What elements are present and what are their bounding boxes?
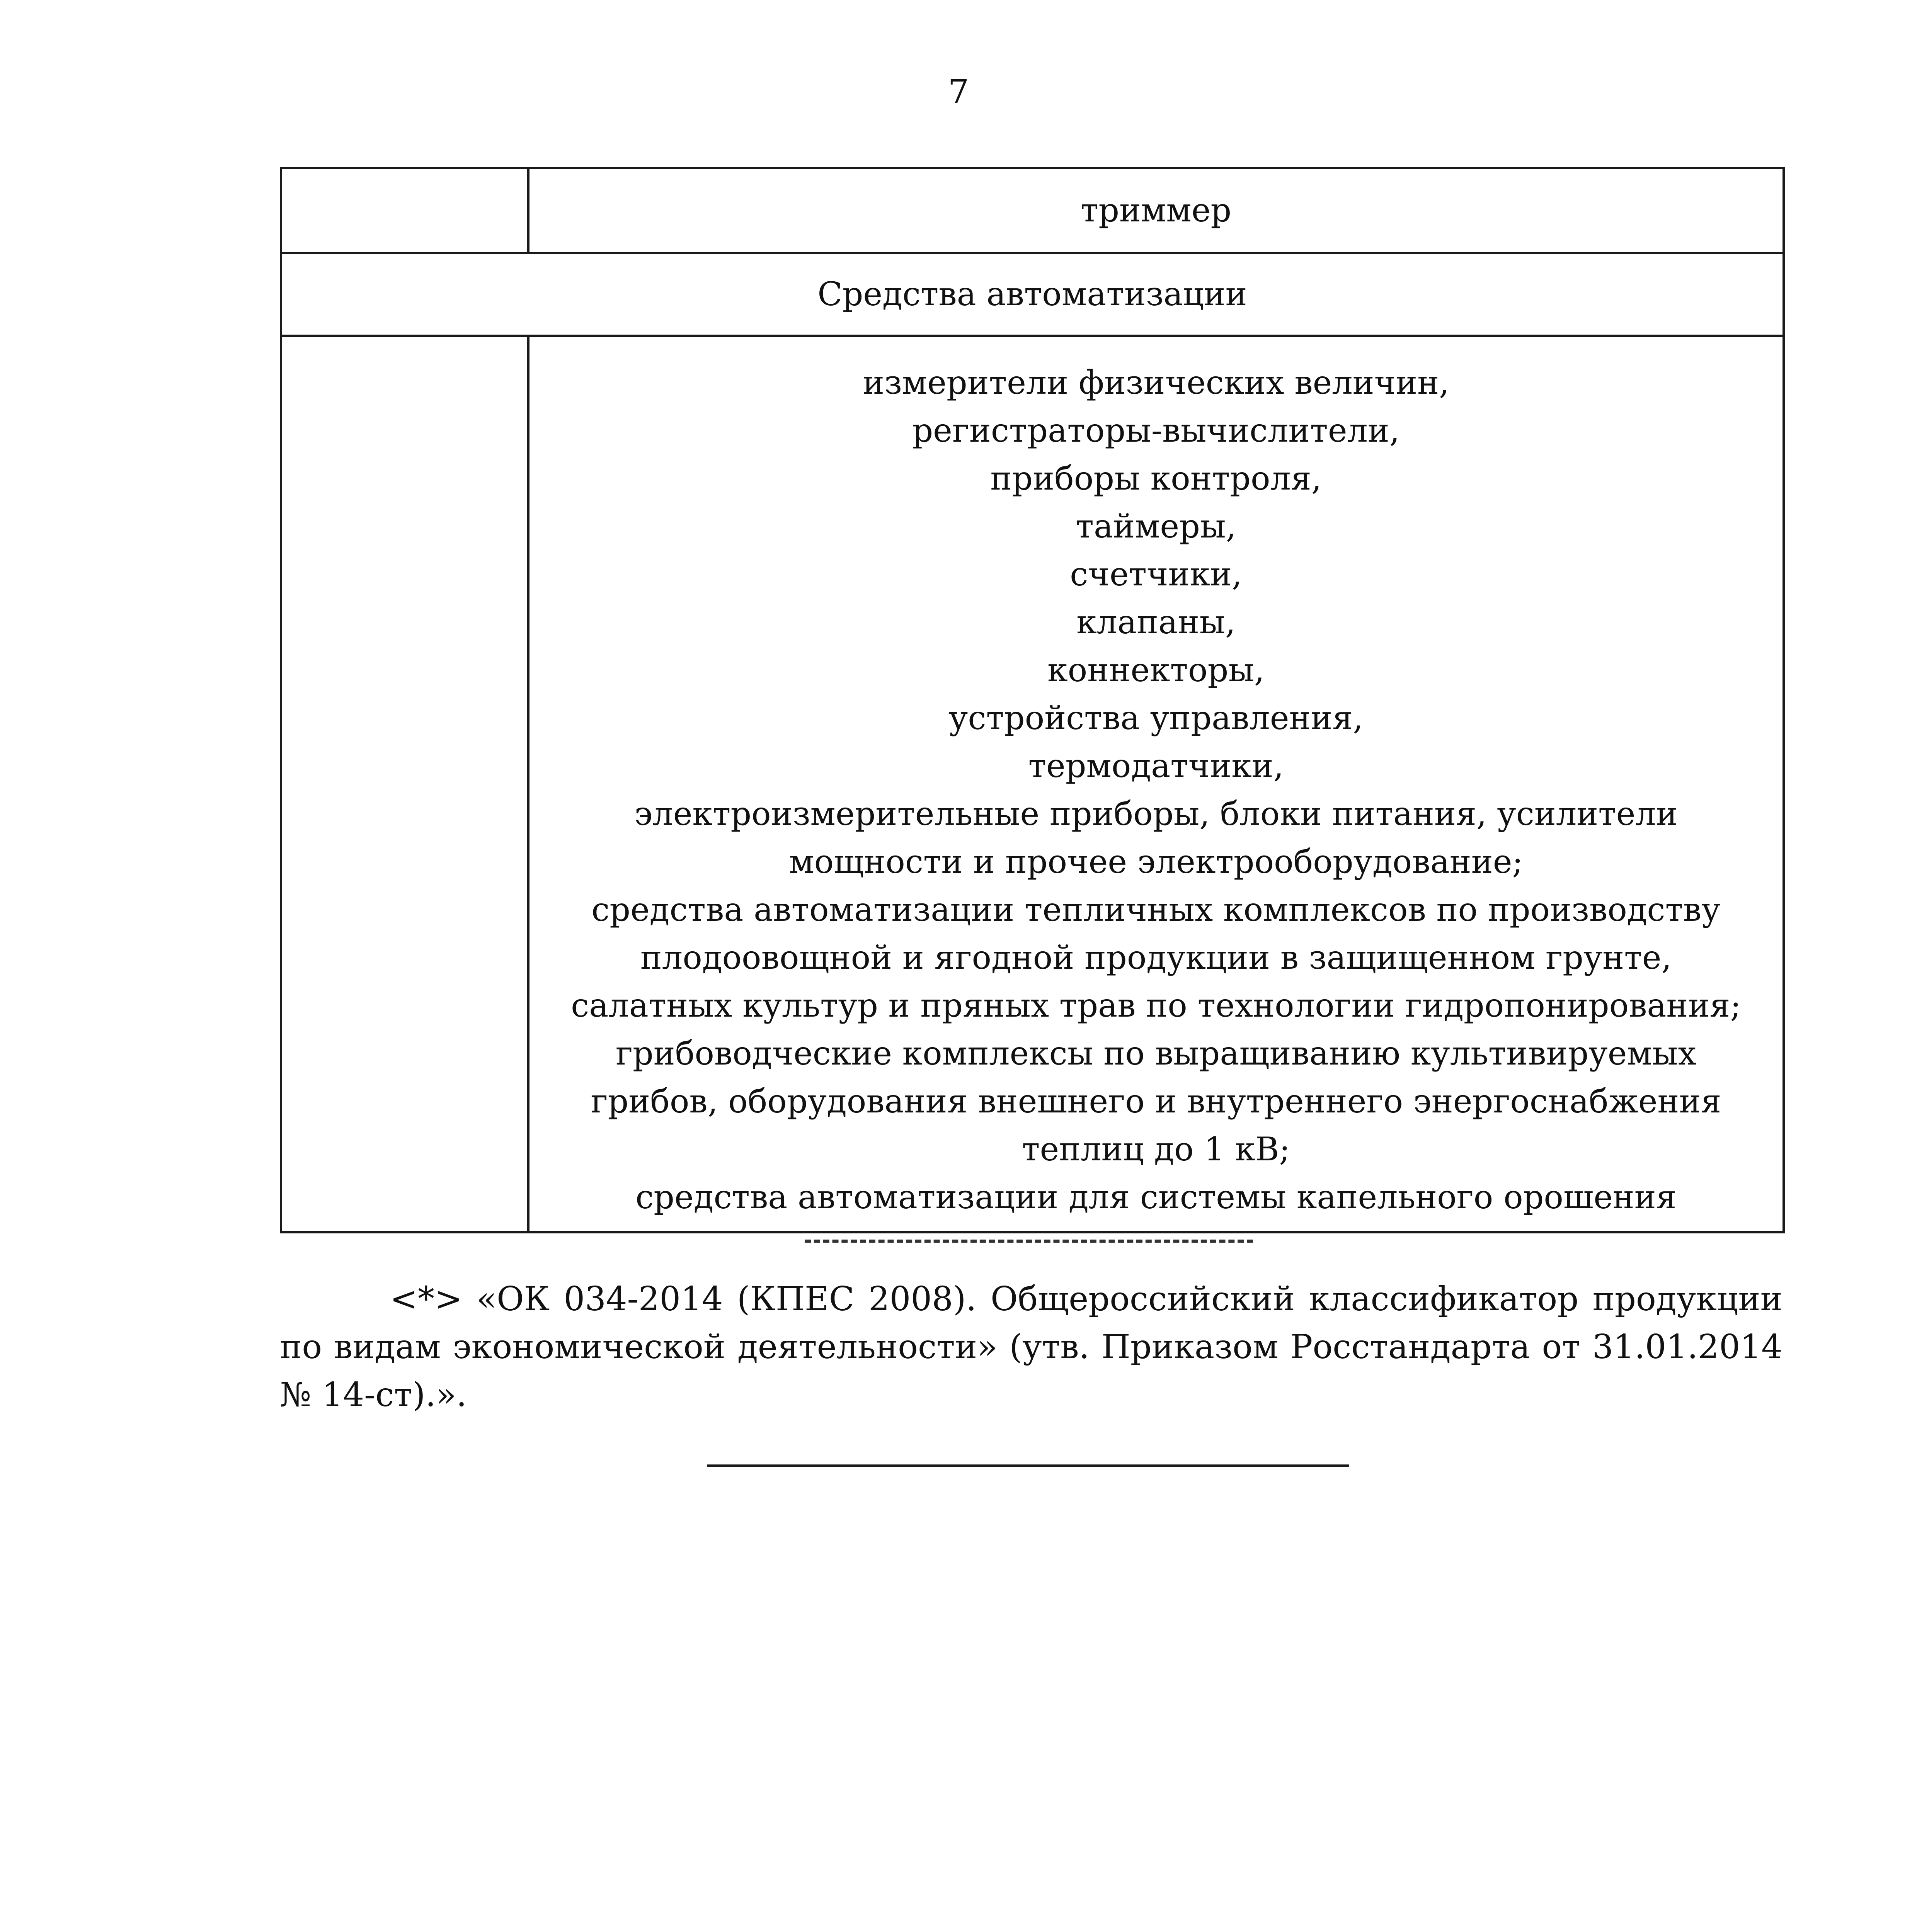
list-line: теплиц до 1 кВ; [1022, 1130, 1290, 1168]
list-line: приборы контроля, [990, 459, 1322, 497]
table-row [281, 336, 1784, 1232]
list-line: устройства управления, [948, 699, 1364, 737]
list-line: электроизмерительные приборы, блоки питания, усилители [634, 795, 1678, 833]
list-line: грибов, оборудования внешнего и внутреннего энергоснабжения [591, 1082, 1721, 1120]
section-heading: Средства автоматизации [817, 275, 1247, 313]
list-line: термодатчики, [1028, 747, 1284, 785]
list-line: средства автоматизации тепличных комплексов по производству [591, 891, 1721, 929]
end-of-document-rule [707, 1464, 1349, 1467]
list-line: клапаны, [1076, 603, 1236, 641]
classification-table [280, 167, 1785, 1233]
list-line: таймеры, [1076, 507, 1236, 545]
item-cell [528, 168, 1784, 253]
equipment-list [529, 337, 1783, 1221]
list-line: счетчики, [1070, 555, 1242, 593]
list-line: салатных культур и пряных трав по технологии гидропонирования; [571, 986, 1741, 1024]
footnote: <*> «ОК 034-2014 (КПЕС 2008). Общероссийский классификатор продукции по видам экономической деятельности» (утв. Приказом Росстандарта от 31.01.2014 № 14-ст).». [280, 1280, 1783, 1414]
table-row [281, 168, 1784, 253]
table-row [281, 253, 1784, 336]
list-line: коннекторы, [1047, 651, 1265, 689]
code-cell-empty [281, 168, 528, 253]
list-line: грибоводческие комплексы по выращиванию культивируемых [616, 1034, 1696, 1072]
item-cell [528, 336, 1784, 1232]
code-cell-empty [281, 336, 528, 1232]
list-line: измерители физических величин, [863, 364, 1449, 401]
list-line: мощности и прочее электрооборудование; [789, 843, 1523, 881]
list-line: средства автоматизации для системы капельного орошения [635, 1178, 1677, 1216]
list-line: плодоовощной и ягодной продукции в защищенном грунте, [640, 939, 1672, 976]
section-heading-cell [281, 253, 1784, 336]
trimmer-text: триммер [1080, 191, 1232, 230]
page-number: 7 [948, 73, 969, 111]
list-line: регистраторы-вычислители, [912, 412, 1400, 449]
footnote-separator [805, 1240, 1253, 1243]
